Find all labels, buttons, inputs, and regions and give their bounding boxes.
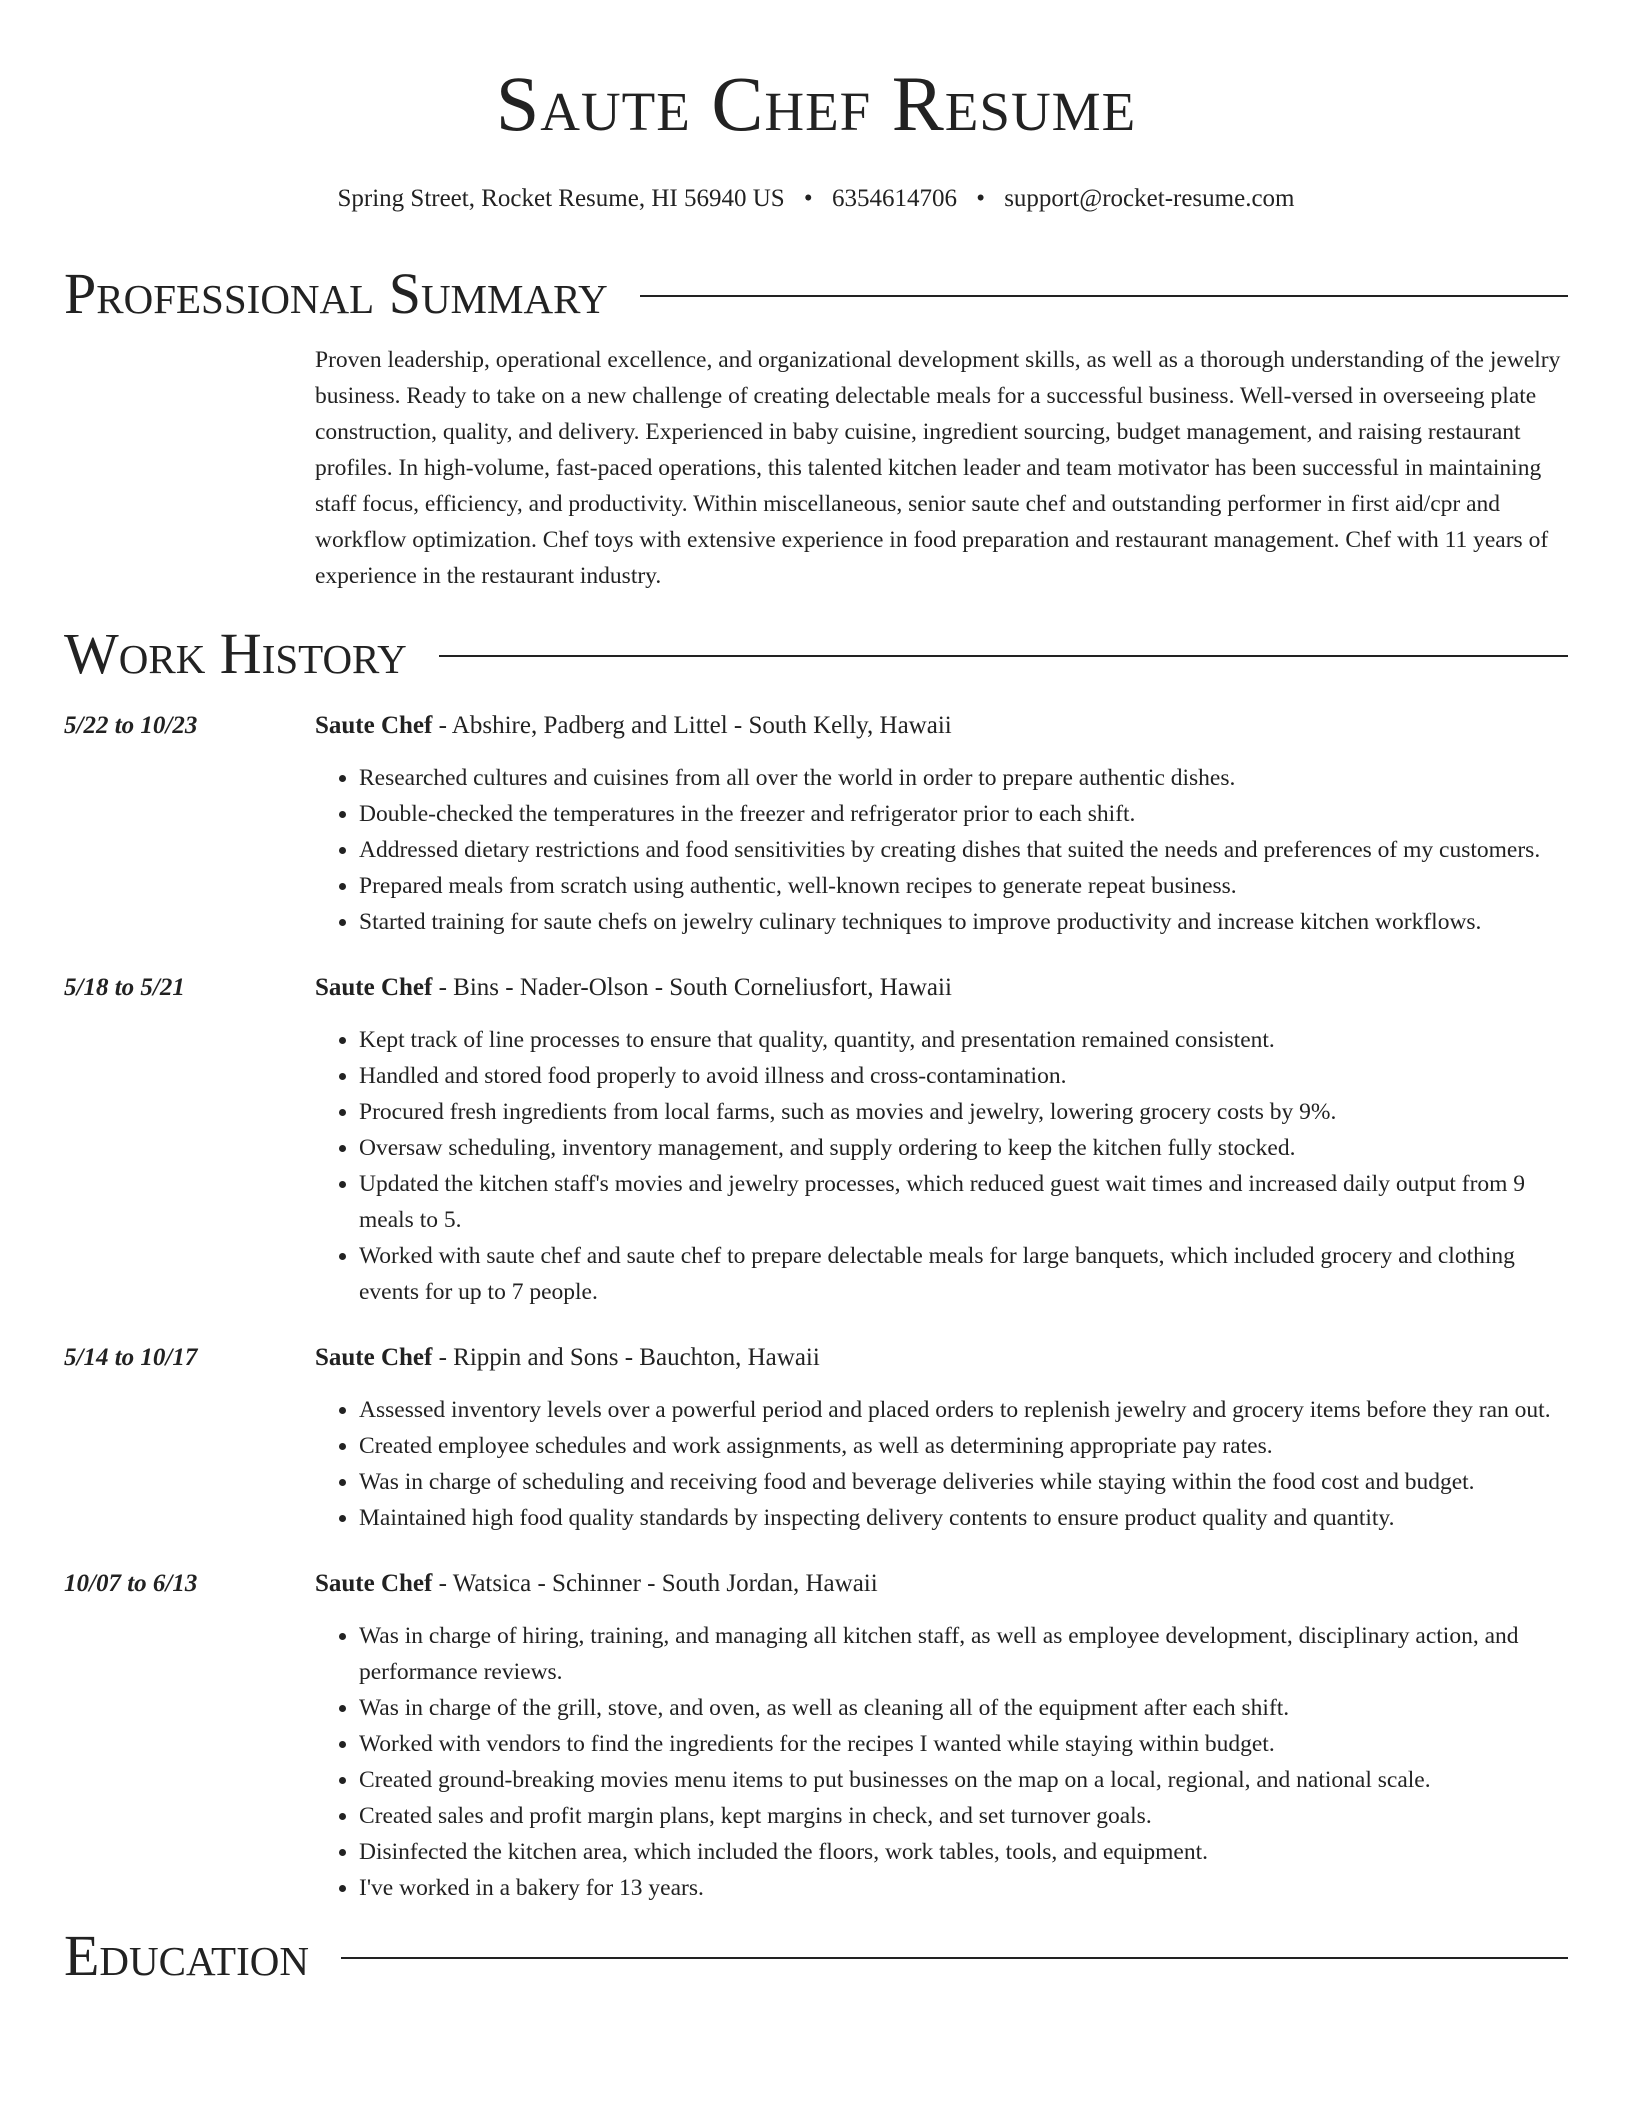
- job-employer-location: - Rippin and Sons - Bauchton, Hawaii: [432, 1344, 820, 1371]
- job-bullet: • Was in charge of scheduling and receiving food and beverage deliveries while staying within the food cost and budget.: [359, 1464, 1568, 1500]
- work-history-list: [64, 708, 1568, 1906]
- section-title-education: Education: [64, 1923, 309, 1988]
- job-employer-location: - Abshire, Padberg and Littel - South Kelly, Hawaii: [432, 712, 952, 739]
- job-bullet: • Created sales and profit margin plans, kept margins in check, and set turnover goals.: [359, 1798, 1568, 1834]
- job-employer-location: - Watsica - Schinner - South Jordan, Hawaii: [432, 1570, 878, 1597]
- job-employer-location: - Bins - Nader-Olson - South Corneliusfort, Hawaii: [432, 974, 952, 1001]
- job-bullet: • Was in charge of the grill, stove, and oven, as well as cleaning all of the equipment after each shift.: [359, 1690, 1568, 1726]
- job-role: Saute Chef: [315, 974, 433, 1001]
- job-bullet: • Addressed dietary restrictions and food sensitivities by creating dishes that suited the needs and preferences of my customers.: [359, 832, 1568, 868]
- section-divider: [341, 1957, 1568, 1959]
- job-bullet: • Started training for saute chefs on jewelry culinary techniques to improve productivity and increase kitchen workflows.: [359, 904, 1568, 940]
- job-body: [315, 708, 1568, 940]
- job-heading: [315, 1566, 1568, 1602]
- contact-address: Spring Street, Rocket Resume, HI 56940 US: [337, 185, 785, 212]
- job-bullet: • Created employee schedules and work assignments, as well as determining appropriate pay rates.: [359, 1428, 1568, 1464]
- job-dates: 5/14 to 10/17: [64, 1344, 198, 1371]
- job-bullet: • Worked with vendors to find the ingredients for the recipes I wanted while staying within budget.: [359, 1726, 1568, 1762]
- contact-line: [64, 184, 1568, 214]
- job-dates: 10/07 to 6/13: [64, 1570, 198, 1597]
- job-body: [315, 970, 1568, 1310]
- job-bullet-list: [315, 1618, 1568, 1906]
- job-bullet: • Assessed inventory levels over a powerful period and placed orders to replenish jewelry and grocery items before they ran out.: [359, 1392, 1568, 1428]
- job-heading: [315, 970, 1568, 1006]
- job-bullet: • Disinfected the kitchen area, which included the floors, work tables, tools, and equipment.: [359, 1834, 1568, 1870]
- section-header-education: [64, 1924, 1568, 1988]
- job-bullet: • Maintained high food quality standards by inspecting delivery contents to ensure product quality and quantity.: [359, 1500, 1568, 1536]
- section-divider: [640, 295, 1568, 297]
- job-entry: [64, 970, 1568, 1310]
- job-dates: 5/18 to 5/21: [64, 974, 185, 1001]
- job-dates: 5/22 to 10/23: [64, 712, 198, 739]
- job-bullet: • Researched cultures and cuisines from all over the world in order to prepare authentic dishes.: [359, 760, 1568, 796]
- job-bullet: • I've worked in a bakery for 13 years.: [359, 1870, 1568, 1906]
- section-title-summary: Professional Summary: [64, 261, 608, 326]
- job-entry: [64, 708, 1568, 940]
- job-entry: [64, 1340, 1568, 1536]
- job-heading: [315, 708, 1568, 744]
- section-title-work: Work History: [64, 621, 407, 686]
- job-bullet: • Worked with saute chef and saute chef to prepare delectable meals for large banquets, which included grocery and clothing events for up to 7 people.: [359, 1238, 1568, 1310]
- job-role: Saute Chef: [315, 1344, 433, 1371]
- job-bullet-list: [315, 760, 1568, 940]
- job-role: Saute Chef: [315, 712, 433, 739]
- contact-separator: •: [803, 185, 813, 212]
- job-bullet: • Created ground-breaking movies menu items to put businesses on the map on a local, regional, and national scale.: [359, 1762, 1568, 1798]
- job-bullet-list: [315, 1392, 1568, 1536]
- job-body: [315, 1340, 1568, 1536]
- section-divider: [439, 655, 1568, 657]
- job-bullet: • Updated the kitchen staff's movies and jewelry processes, which reduced guest wait times and increased daily output from 9 meals to 5.: [359, 1166, 1568, 1238]
- job-bullet: • Oversaw scheduling, inventory management, and supply ordering to keep the kitchen fully stocked.: [359, 1130, 1568, 1166]
- professional-summary: Proven leadership, operational excellence, and organizational development skills, as well as a thorough understanding of the jewelry business. Ready to take on a new challenge of creating delectable meals for a successful business. Well-versed in overseeing plate construction, quality, and delivery. Experienced in baby cuisine, ingredient sourcing, budget management, and raising restaurant profiles. In high-volume, fast-paced operations, this talented kitchen leader and team motivator has been successful in maintaining staff focus, efficiency, and productivity. Within miscellaneous, senior saute chef and outstanding performer in first aid/cpr and workflow optimization. Chef toys with extensive experience in food preparation and restaurant management. Chef with 11 years of experience in the restaurant industry.: [315, 347, 1561, 589]
- section-header-summary: [64, 262, 1568, 326]
- job-role: Saute Chef: [315, 1570, 433, 1597]
- job-bullet: • Prepared meals from scratch using authentic, well-known recipes to generate repeat business.: [359, 868, 1568, 904]
- section-header-work: [64, 622, 1568, 686]
- job-entry: [64, 1566, 1568, 1906]
- resume-title: Saute Chef Resume: [495, 60, 1137, 147]
- job-bullet: • Was in charge of hiring, training, and managing all kitchen staff, as well as employee development, disciplinary action, and performance reviews.: [359, 1618, 1568, 1690]
- job-bullet: • Handled and stored food properly to avoid illness and cross-contamination.: [359, 1058, 1568, 1094]
- contact-email: support@rocket-resume.com: [1004, 185, 1295, 212]
- job-body: [315, 1566, 1568, 1906]
- contact-phone: 6354614706: [831, 185, 957, 212]
- job-bullet: • Procured fresh ingredients from local farms, such as movies and jewelry, lowering grocery costs by 9%.: [359, 1094, 1568, 1130]
- job-bullet: • Kept track of line processes to ensure that quality, quantity, and presentation remained consistent.: [359, 1022, 1568, 1058]
- job-bullet-list: [315, 1022, 1568, 1310]
- job-bullet: • Double-checked the temperatures in the freezer and refrigerator prior to each shift.: [359, 796, 1568, 832]
- job-heading: [315, 1340, 1568, 1376]
- contact-separator: •: [976, 185, 985, 212]
